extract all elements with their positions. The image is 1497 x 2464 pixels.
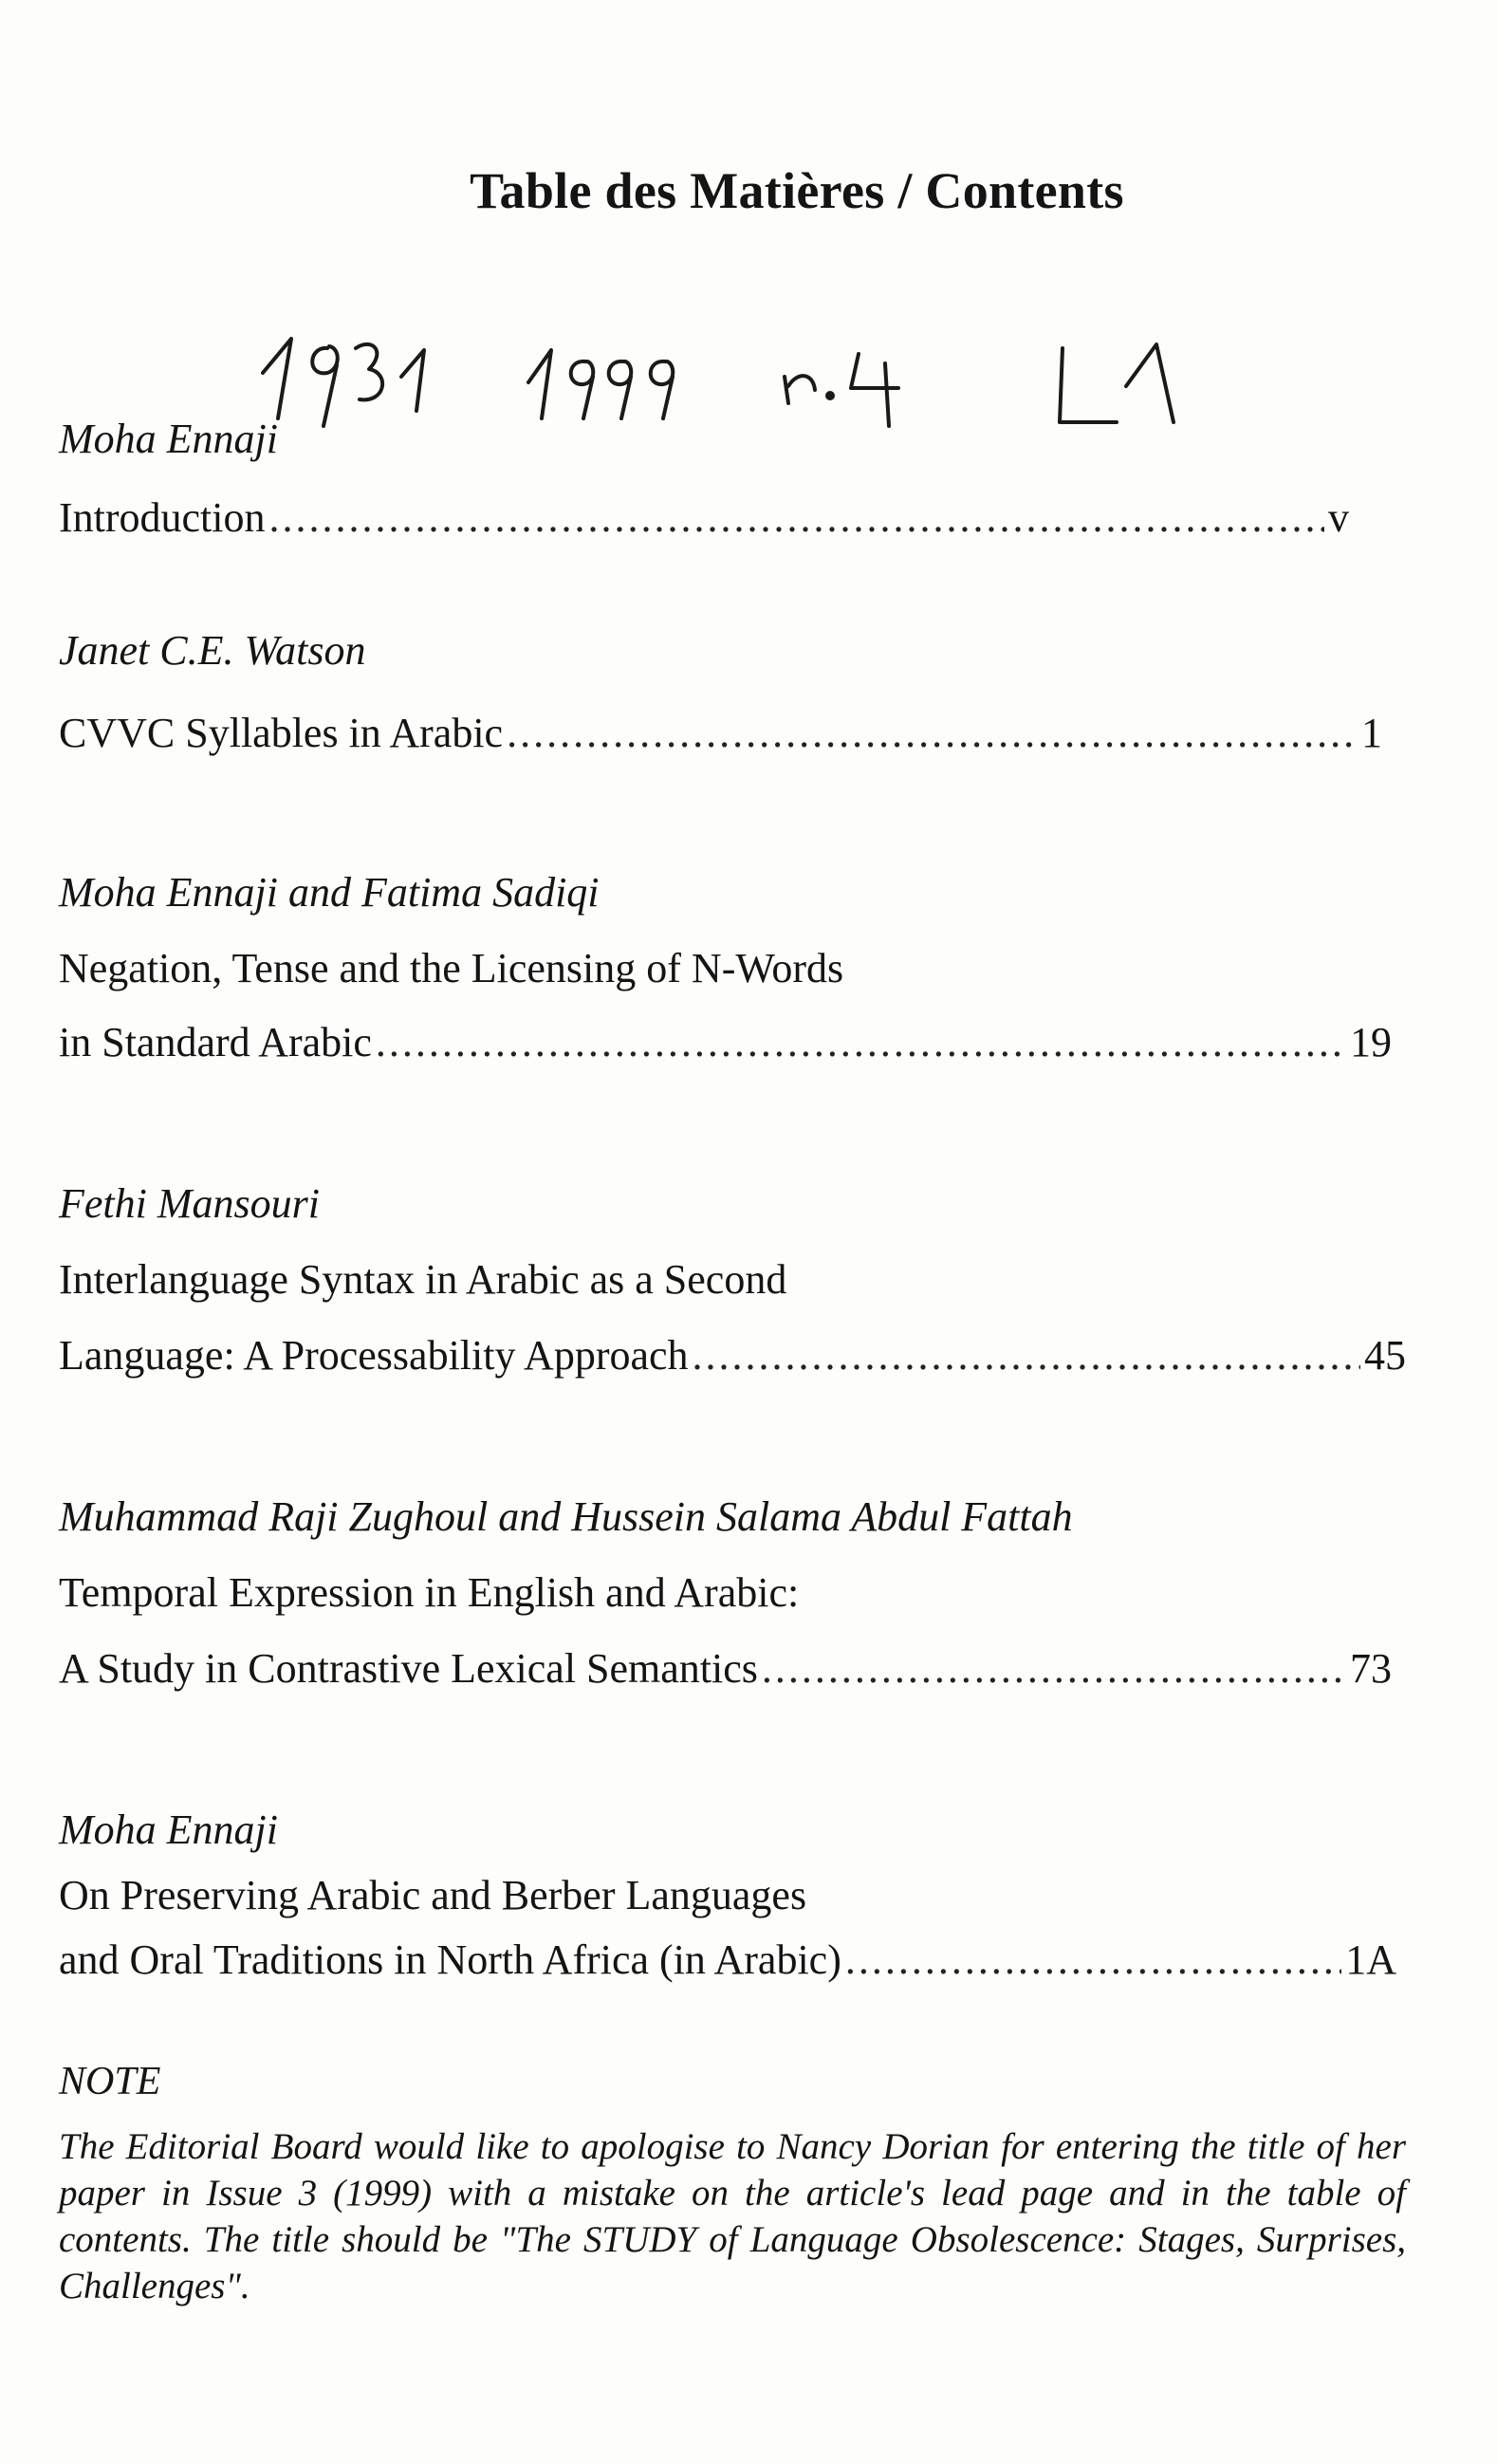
entry-title: CVVC Syllables in Arabic [59, 710, 504, 756]
note-heading: NOTE [59, 2060, 161, 2103]
entry-title: in Standard Arabic [59, 1019, 372, 1065]
toc-entry-line [59, 1644, 1392, 1701]
entry-author: Moha Ennaji and Fatima Sadiqi [59, 869, 600, 916]
entry-page-number: 1 [1361, 710, 1382, 756]
entry-author: Moha Ennaji [59, 1806, 278, 1853]
entry-author: Muhammad Raji Zughoul and Hussein Salama Abdul Fattah [59, 1493, 1073, 1540]
entry-page-number: v [1328, 494, 1349, 541]
entry-title: and Oral Traditions in North Africa (in Arabic) [59, 1936, 841, 1983]
dot-leader [376, 1018, 1346, 1066]
entry-title: A Study in Contrastive Lexical Semantics [59, 1645, 758, 1692]
toc-entry-line [59, 1936, 1396, 1992]
entry-title-line: Interlanguage Syntax in Arabic as a Second [59, 1256, 787, 1303]
entry-page-number: 19 [1350, 1019, 1392, 1065]
entry-author: Fethi Mansouri [59, 1180, 320, 1227]
note-text: The Editorial Board would like to apologise to Nancy Dorian for entering the title of her paper in Issue 3 (1999) with a mistake on the article's lead page and in the table of contents. The title should be "The STUDY of Language Obsolescence: Stages, Surprises, Challenges". [59, 2126, 1406, 2307]
entry-page-number: 73 [1350, 1645, 1392, 1692]
entry-title-line: On Preserving Arabic and Berber Languages [59, 1872, 807, 1918]
dot-leader [269, 493, 1324, 542]
toc-entry-line [59, 1018, 1392, 1075]
page-title: Table des Matières / Contents [470, 162, 1124, 219]
toc-entry-line [59, 493, 1349, 550]
entry-page-number: 45 [1364, 1332, 1406, 1379]
entry-title: Language: A Processability Approach [59, 1332, 689, 1379]
dot-leader [762, 1644, 1346, 1693]
dot-leader [845, 1936, 1341, 1984]
entry-page-number: 1A [1345, 1936, 1396, 1983]
dot-leader [507, 709, 1358, 757]
dot-leader [693, 1331, 1360, 1380]
handwritten-annotation [261, 327, 1257, 451]
toc-entry-line [59, 1331, 1406, 1388]
toc-entry-line [59, 709, 1382, 766]
entry-author: Janet C.E. Watson [59, 627, 366, 674]
entry-title-line: Negation, Tense and the Licensing of N-Words [59, 945, 844, 991]
entry-title: Introduction [59, 494, 266, 541]
entry-author: Moha Ennaji [59, 416, 278, 462]
entry-title-line: Temporal Expression in English and Arabic: [59, 1569, 800, 1616]
